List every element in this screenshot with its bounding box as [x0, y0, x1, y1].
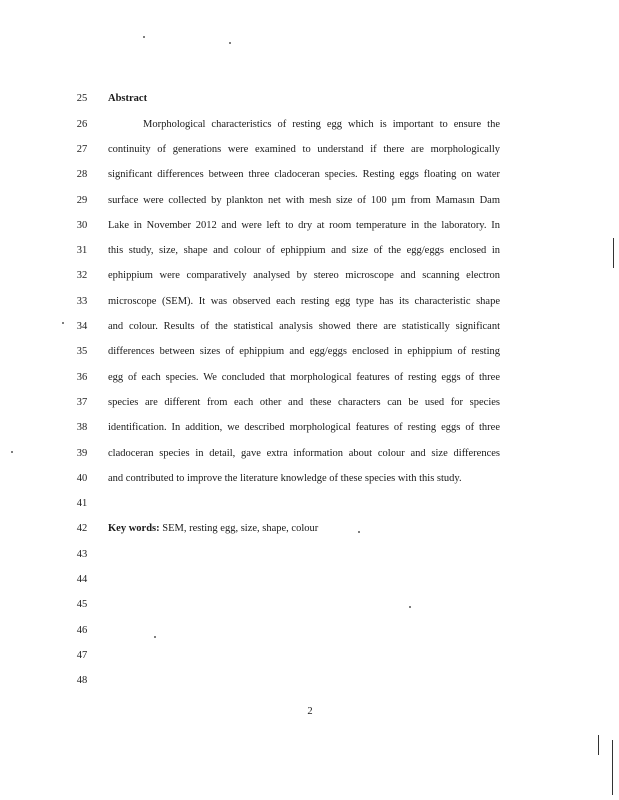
manuscript-line [0, 217, 619, 235]
abstract-text-line: and colour. Results of the statistical analysis showed there are statistically significant [108, 321, 500, 332]
manuscript-line [0, 419, 619, 437]
abstract-text-line: egg of each species. We concluded that morphological features of resting eggs of three [108, 372, 500, 383]
scan-speck [143, 36, 145, 38]
abstract-text-line: cladoceran species in detail, gave extra information about colour and size differences [108, 448, 500, 459]
scan-speck [229, 42, 231, 44]
abstract-text-line: this study, size, shape and colour of ephippium and size of the egg/eggs enclosed in [108, 245, 500, 256]
abstract-text-line: differences between sizes of ephippium and egg/eggs enclosed in ephippium of resting [108, 346, 500, 357]
line-number: 26 [76, 119, 88, 130]
manuscript-line [0, 394, 619, 412]
manuscript-line [0, 571, 619, 589]
manuscript-line [0, 470, 619, 488]
keywords-label: Key words: [108, 523, 160, 534]
abstract-text-line: surface were collected by plankton net with mesh size of 100 µm from Mamasın Dam [108, 195, 500, 206]
line-number: 39 [76, 448, 88, 459]
abstract-text-line: species are different from each other and these characters can be used for species [108, 397, 500, 408]
manuscript-line [0, 672, 619, 690]
keywords-value: SEM, resting egg, size, shape, colour [162, 523, 319, 534]
abstract-text-line: identification. In addition, we described morphological features of resting eggs of three [108, 422, 500, 433]
line-number: 46 [76, 625, 88, 636]
abstract-text-line: continuity of generations were examined to understand if there are morphologically [108, 144, 500, 155]
manuscript-line [0, 166, 619, 184]
line-number: 36 [76, 372, 88, 383]
abstract-text-line: ephippium were comparatively analysed by stereo microscope and scanning electron [108, 270, 500, 281]
line-number: 30 [76, 220, 88, 231]
scan-edge-mark [598, 735, 599, 755]
manuscript-line [0, 267, 619, 285]
manuscript-line [0, 622, 619, 640]
scan-edge-mark [612, 740, 613, 795]
manuscript-line [0, 90, 619, 108]
line-number: 38 [76, 422, 88, 433]
abstract-text-line: microscope (SEM). It was observed each resting egg type has its characteristic shape [108, 296, 500, 307]
keywords-line [108, 520, 500, 538]
manuscript-line [0, 343, 619, 361]
line-number: 35 [76, 346, 88, 357]
manuscript-line [0, 495, 619, 513]
manuscript-line [0, 318, 619, 336]
line-number: 33 [76, 296, 88, 307]
abstract-heading: Abstract [108, 93, 148, 104]
line-number: 37 [76, 397, 88, 408]
manuscript-line [0, 546, 619, 564]
line-number: 47 [76, 650, 88, 661]
manuscript-line [0, 647, 619, 665]
manuscript-line [0, 445, 619, 463]
line-number: 29 [76, 195, 88, 206]
line-number: 44 [76, 574, 88, 585]
manuscript-line [0, 192, 619, 210]
line-number: 45 [76, 599, 88, 610]
abstract-text-line: significant differences between three cladoceran species. Resting eggs floating on water [108, 169, 500, 180]
manuscript-line [0, 596, 619, 614]
manuscript-line [0, 369, 619, 387]
abstract-text-line: Lake in November 2012 and were left to dry at room temperature in the laboratory. In [108, 220, 500, 231]
line-number: 34 [76, 321, 88, 332]
page-number: 2 [307, 706, 313, 717]
line-number: 42 [76, 523, 88, 534]
abstract-text-line: Morphological characteristics of resting egg which is important to ensure the [143, 119, 500, 130]
manuscript-line [0, 520, 619, 538]
line-number: 43 [76, 549, 88, 560]
line-number: 40 [76, 473, 88, 484]
line-number: 27 [76, 144, 88, 155]
line-number: 28 [76, 169, 88, 180]
line-number: 41 [76, 498, 88, 509]
line-number: 25 [76, 93, 88, 104]
manuscript-line [0, 141, 619, 159]
line-number: 31 [76, 245, 88, 256]
line-number: 32 [76, 270, 88, 281]
manuscript-line [0, 293, 619, 311]
abstract-text-line: and contributed to improve the literature knowledge of these species with this study. [108, 473, 462, 484]
manuscript-line [0, 116, 619, 134]
manuscript-line [0, 242, 619, 260]
line-number: 48 [76, 675, 88, 686]
